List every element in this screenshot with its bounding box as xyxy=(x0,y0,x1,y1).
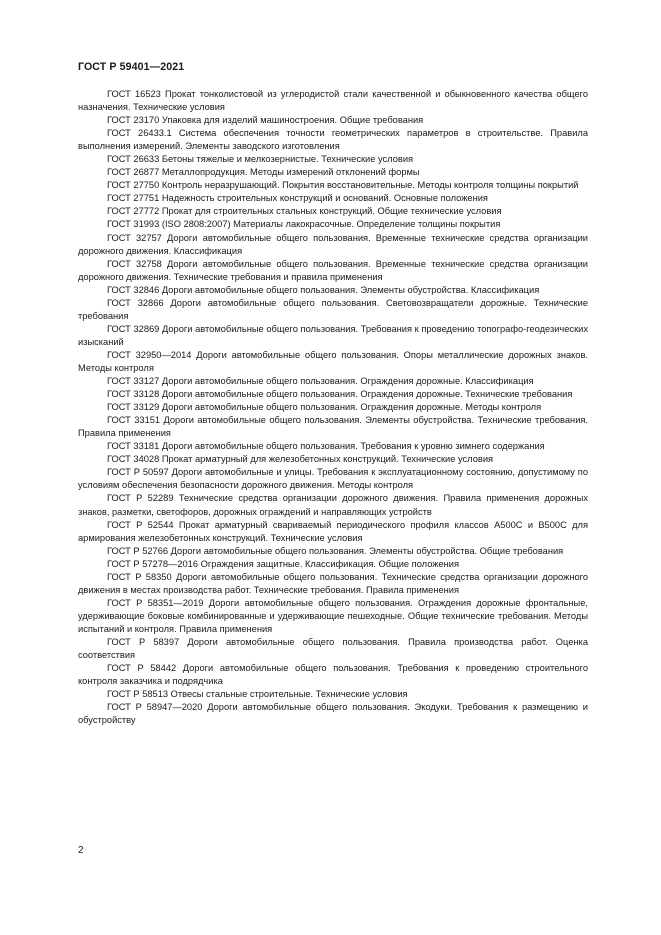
reference-item: ГОСТ 32866 Дороги автомобильные общего пользования. Световозвращатели дорожные. Технические требования xyxy=(78,297,588,321)
reference-item: ГОСТ 34028 Прокат арматурный для железобетонных конструкций. Технические условия xyxy=(107,454,494,465)
reference-item: ГОСТ 26877 Металлопродукция. Методы измерений отклонений формы xyxy=(107,167,420,178)
reference-item: ГОСТ Р 52544 Прокат арматурный свариваемый периодического профиля классов А500С и В500С для армирования железобетонных конструкций. Технические условия xyxy=(78,519,588,543)
reference-item: ГОСТ Р 58442 Дороги автомобильные общего пользования. Требования к проведению строительного контроля заказчика и подрядчика xyxy=(78,663,588,687)
reference-item: ГОСТ 33129 Дороги автомобильные общего пользования. Ограждения дорожные. Методы контроля xyxy=(107,402,542,413)
reference-item: ГОСТ Р 58513 Отвесы стальные строительные. Технические условия xyxy=(107,689,408,700)
reference-item: ГОСТ Р 57278—2016 Ограждения защитные. Классификация. Общие положения xyxy=(107,558,460,569)
page-number: 2 xyxy=(78,845,84,856)
reference-item: ГОСТ Р 58947—2020 Дороги автомобильные общего пользования. Экодуки. Требования к размещению и обустройству xyxy=(78,702,588,726)
normative-references-list xyxy=(78,88,588,727)
reference-item: ГОСТ 27751 Надежность строительных конструкций и оснований. Основные положения xyxy=(107,193,488,204)
reference-item: ГОСТ Р 52766 Дороги автомобильные общего пользования. Элементы обустройства. Общие требования xyxy=(107,545,564,556)
reference-item: ГОСТ 31993 (ISO 2808:2007) Материалы лакокрасочные. Определение толщины покрытия xyxy=(107,219,501,230)
reference-item: ГОСТ Р 52289 Технические средства организации дорожного движения. Правила применения дорожных знаков, разметки, светофоров, дорожных ограждений и направляющих устройств xyxy=(78,493,588,517)
reference-item: ГОСТ Р 58397 Дороги автомобильные общего пользования. Правила производства работ. Оценка соответствия xyxy=(78,636,588,661)
reference-item: ГОСТ 33181 Дороги автомобильные общего пользования. Требования к уровню зимнего содержания xyxy=(107,441,545,452)
reference-item: ГОСТ 32846 Дороги автомобильные общего пользования. Элементы обустройства. Классификация xyxy=(107,284,540,295)
reference-item: ГОСТ Р 50597 Дороги автомобильные и улицы. Требования к эксплуатационному состоянию, допустимому по условиям обеспечения безопасности дорожного движения. Методы контроля xyxy=(78,467,588,491)
reference-item: ГОСТ 33128 Дороги автомобильные общего пользования. Ограждения дорожные. Технические требования xyxy=(107,389,573,400)
standard-header: ГОСТ Р 59401—2021 xyxy=(78,61,185,73)
reference-item: ГОСТ 23170 Упаковка для изделий машиностроения. Общие требования xyxy=(107,115,424,126)
reference-item: ГОСТ 26433.1 Система обеспечения точности геометрических параметров в строительстве. Правила выполнения измерений. Элементы заводского изготовления xyxy=(78,128,588,152)
reference-item: ГОСТ 33151 Дороги автомобильные общего пользования. Элементы обустройства. Технические требования. Правила применения xyxy=(78,415,588,439)
reference-item: ГОСТ Р 58350 Дороги автомобильные общего пользования. Технические средства организации дорожного движения в местах производства работ. Технические требования. Правила применения xyxy=(78,571,588,595)
reference-item: ГОСТ 26633 Бетоны тяжелые и мелкозернистые. Технические условия xyxy=(107,154,414,165)
reference-item: ГОСТ 27772 Прокат для строительных стальных конструкций. Общие технические условия xyxy=(107,206,502,217)
reference-item: ГОСТ 33127 Дороги автомобильные общего пользования. Ограждения дорожные. Классификация xyxy=(107,376,534,387)
reference-item: ГОСТ Р 58351—2019 Дороги автомобильные общего пользования. Ограждения дорожные фронтальные, удерживающие боковые комбинированные и удерживающие пешеходные. Общие технические требования. Методы испытаний и контроля. Правила применения xyxy=(78,597,588,634)
reference-item: ГОСТ 32757 Дороги автомобильные общего пользования. Временные технические средства организации дорожного движения. Классификация xyxy=(78,232,588,256)
reference-item: ГОСТ 32869 Дороги автомобильные общего пользования. Требования к проведению топографо-геодезических изысканий xyxy=(78,323,588,347)
reference-item: ГОСТ 16523 Прокат тонколистовой из углеродистой стали качественной и обыкновенного качества общего назначения. Технические условия xyxy=(78,89,588,113)
reference-item: ГОСТ 27750 Контроль неразрушающий. Покрытия восстановительные. Методы контроля толщины покрытий xyxy=(107,180,579,191)
reference-item: ГОСТ 32950—2014 Дороги автомобильные общего пользования. Опоры металлические дорожных знаков. Методы контроля xyxy=(78,349,588,373)
reference-item: ГОСТ 32758 Дороги автомобильные общего пользования. Временные технические средства организации дорожного движения. Технические требования и правила применения xyxy=(78,258,588,282)
